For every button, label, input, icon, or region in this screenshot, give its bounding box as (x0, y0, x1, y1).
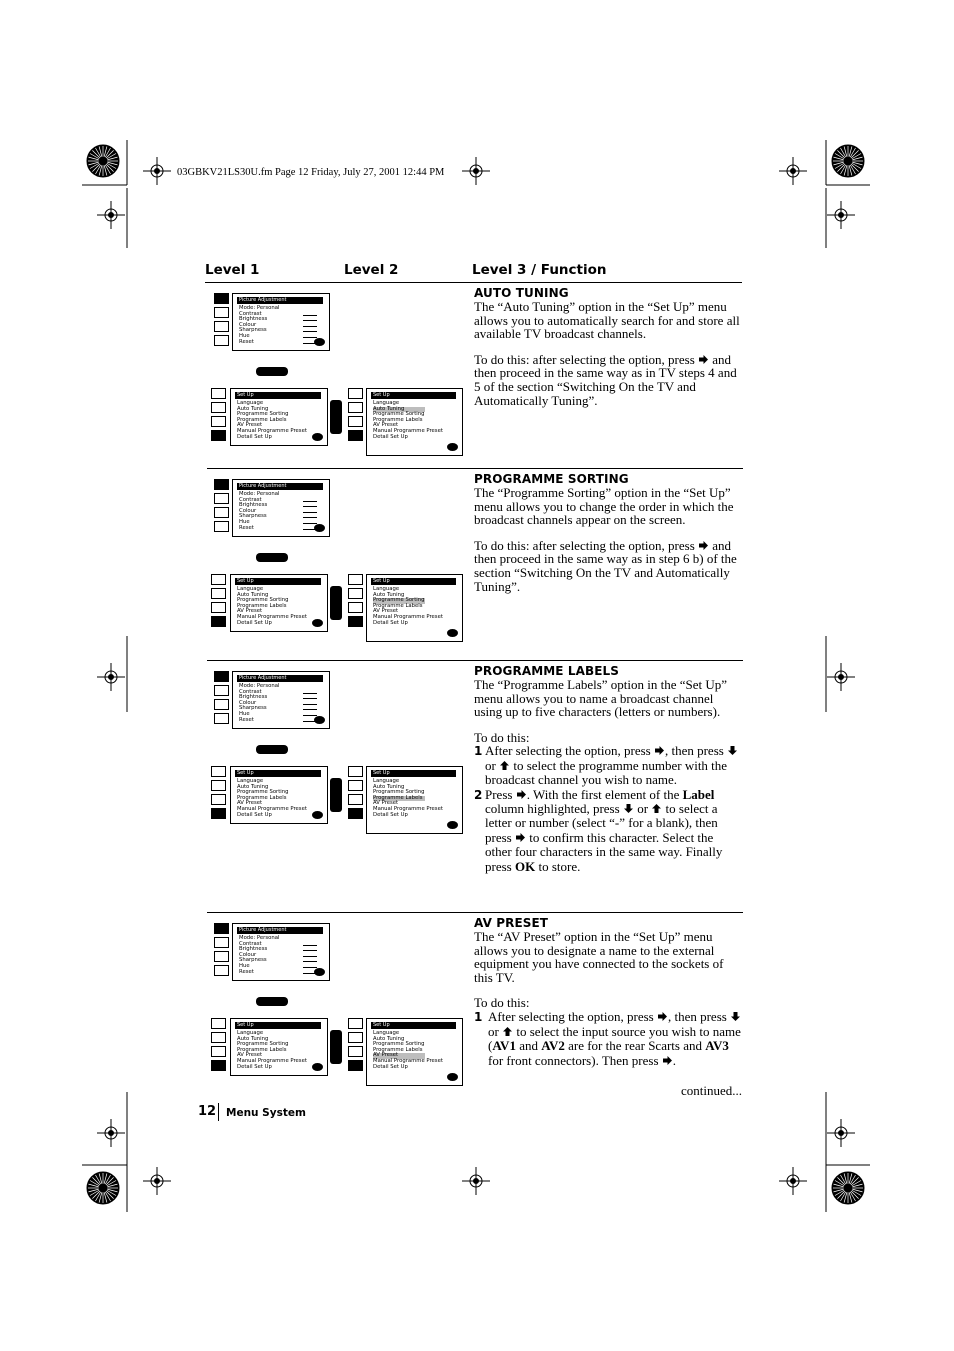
setup-icon (211, 616, 226, 627)
picture-icon (214, 671, 229, 682)
section-programme-labels (474, 664, 742, 874)
text: Press (485, 786, 513, 802)
menu-item: Mode: Personal (239, 305, 280, 311)
setup-icon (348, 430, 363, 441)
menu-title: Set Up (371, 578, 456, 585)
menu-item: Manual Programme Preset (237, 428, 307, 434)
step-list (474, 744, 742, 874)
menu-item: Sharpness (239, 957, 267, 964)
right-arrow-icon (516, 789, 527, 800)
right-arrow-key-icon (330, 586, 342, 620)
sound-icon (348, 402, 363, 413)
section-title: AV PRESET (474, 916, 549, 930)
menu-item: AV Preset (237, 608, 263, 615)
setup-icon (214, 335, 229, 346)
level-bar (303, 715, 317, 716)
menu-item: Programme Labels (237, 1046, 287, 1053)
timer-icon (214, 321, 229, 332)
page-number: 12 (198, 1104, 217, 1119)
down-arrow-key-icon (256, 997, 288, 1006)
menu-item: Detail Set Up (237, 619, 272, 626)
timer-icon (211, 416, 226, 427)
menu-item: Colour (239, 951, 257, 958)
sound-icon (214, 307, 229, 318)
sound-icon (211, 588, 226, 599)
text: and then proceed in the same way as in step 6 b) of the section “Switching On the TV and Automatically Tuning”. (474, 537, 737, 594)
text: After selecting the option, press (488, 1008, 654, 1024)
right-arrow-icon (657, 1011, 668, 1022)
menu-item: Contrast (239, 940, 262, 947)
menu-item: Sharpness (239, 327, 267, 334)
setup-icon (348, 616, 363, 627)
menu-item: Language (373, 1030, 400, 1036)
menu-item: Sharpness (239, 513, 267, 520)
setup-icon (214, 713, 229, 724)
menu-item: Programme Labels (237, 416, 287, 423)
menu-item: Auto Tuning (237, 591, 269, 598)
level-bar (303, 945, 317, 946)
setup-icon (211, 1060, 226, 1071)
section-body (474, 678, 742, 874)
setup-icon (211, 808, 226, 819)
timer-icon (211, 1046, 226, 1057)
text: or (488, 1023, 499, 1039)
menu-title: Picture Adjustment (237, 483, 323, 490)
menu-item: Programme Sorting (237, 789, 289, 796)
menu-item: Hue (239, 333, 250, 339)
section-rule (207, 912, 743, 913)
ok-button-icon (314, 524, 325, 532)
menu-item: Auto Tuning (237, 405, 269, 412)
picture-icon (348, 388, 363, 399)
menu-item: Sharpness (239, 705, 267, 712)
section-body (474, 300, 742, 407)
section-rule (207, 660, 743, 661)
menu-item: Manual Programme Preset (237, 614, 307, 620)
timer-icon (348, 416, 363, 427)
menu-title: Set Up (371, 1022, 456, 1029)
ok-button-icon (312, 811, 323, 819)
menu-item: Programme Labels (373, 602, 423, 609)
menu-item: Brightness (239, 316, 268, 323)
label-keyword: Label (682, 786, 715, 802)
menu-item: Manual Programme Preset (373, 614, 443, 620)
paragraph: The “Auto Tuning” option in the “Set Up” menu allows you to automatically search for and store all available TV broadcast channels. (474, 299, 740, 342)
menu-item: Detail Set Up (237, 1063, 272, 1070)
av2-keyword: AV2 (541, 1038, 565, 1054)
level-bar (303, 698, 317, 699)
menu-item: Programme Labels (373, 416, 423, 423)
sound-icon (348, 588, 363, 599)
menu-item: Auto Tuning (237, 783, 269, 790)
menu-item: Reset (239, 968, 254, 975)
menu-item: Language (237, 586, 264, 592)
right-arrow-icon (698, 354, 709, 365)
right-arrow-icon (515, 832, 526, 843)
level-bar (303, 326, 317, 327)
level-bar (303, 506, 317, 507)
menu-item: Programme Sorting (373, 597, 425, 604)
av1-keyword: AV1 (492, 1038, 516, 1054)
ok-keyword: OK (514, 858, 536, 874)
text: or (637, 801, 649, 816)
section-programme-sorting (474, 472, 742, 593)
paragraph: To do this: (474, 729, 530, 745)
level-bar (303, 709, 317, 710)
menu-item: Manual Programme Preset (373, 1058, 443, 1064)
menu-item: Programme Labels (237, 602, 287, 609)
text: and then proceed in the same way as in TV steps 4 and 5 of the section “Switching On the TV and Automatically Tuning”. (474, 351, 737, 408)
menu-title: Picture Adjustment (237, 297, 323, 304)
text: After selecting the option, press (485, 743, 651, 759)
timer-icon (348, 602, 363, 613)
section-body (474, 486, 742, 593)
section-title: AUTO TUNING (474, 286, 569, 300)
sound-icon (214, 493, 229, 504)
text: column highlighted, press (485, 801, 620, 816)
menu-item: Reset (239, 338, 254, 345)
level-bar (303, 331, 317, 332)
menu-item: Programme Labels (373, 1046, 423, 1053)
step (474, 788, 742, 874)
setup-icon (214, 521, 229, 532)
step-list (474, 1010, 742, 1068)
picture-icon (211, 574, 226, 585)
level-bar (303, 967, 317, 968)
menu-item: AV Preset (237, 1052, 263, 1059)
menu-item: Language (237, 400, 264, 406)
level-bar (303, 501, 317, 502)
menu-item: Hue (239, 519, 250, 525)
menu-item: Detail Set Up (373, 433, 408, 440)
menu-title: Picture Adjustment (237, 927, 323, 934)
text: to select the input source you wish to name ( (488, 1023, 741, 1054)
step-number: 2 (474, 787, 483, 802)
text: to select a letter or number (select “-” for a blank), then press (485, 801, 718, 845)
picture-icon (348, 574, 363, 585)
menu-item: Colour (239, 321, 257, 328)
ok-button-icon (447, 821, 458, 829)
text: are for the rear Scarts and (568, 1038, 702, 1054)
menu-item: Brightness (239, 946, 268, 953)
menu-item: Language (373, 778, 400, 784)
menu-item: Mode: Personal (239, 491, 280, 497)
section-body (474, 930, 742, 1068)
menu-item: AV Preset (373, 422, 399, 429)
text: . With the first element of the (526, 786, 680, 802)
right-arrow-key-icon (330, 1030, 342, 1064)
menu-item: Auto Tuning (373, 1035, 405, 1042)
menu-item: Brightness (239, 502, 268, 509)
menu-item: AV Preset (373, 608, 399, 615)
down-arrow-key-icon (256, 367, 288, 376)
ok-button-icon (312, 1063, 323, 1071)
timer-icon (348, 794, 363, 805)
menu-item: Hue (239, 963, 250, 969)
level-bar (303, 956, 317, 957)
menu-item: Reset (239, 716, 254, 723)
menu-item: AV Preset (373, 1053, 425, 1059)
menu-title: Set Up (371, 392, 456, 399)
footer-section-name: Menu System (226, 1107, 306, 1119)
section-rule (207, 468, 743, 469)
step (474, 744, 742, 787)
level-bar (303, 950, 317, 951)
picture-icon (214, 479, 229, 490)
level2-heading: Level 2 (344, 262, 399, 278)
menu-item: Programme Sorting (373, 411, 425, 418)
menu-item: Manual Programme Preset (373, 428, 443, 434)
level1-heading: Level 1 (205, 262, 260, 278)
text: , then press (667, 1008, 727, 1024)
menu-item: Mode: Personal (239, 935, 280, 941)
menu-item: AV Preset (237, 422, 263, 429)
ok-button-icon (314, 716, 325, 724)
text: To do this: after selecting the option, press (474, 351, 695, 367)
menu-item: Detail Set Up (237, 433, 272, 440)
right-arrow-icon (698, 540, 709, 551)
text: to store. (538, 858, 581, 874)
menu-item: Programme Labels (237, 794, 287, 801)
menu-item: AV Preset (373, 800, 399, 807)
sound-icon (348, 780, 363, 791)
timer-icon (214, 951, 229, 962)
menu-item: Contrast (239, 310, 262, 317)
down-arrow-key-icon (256, 553, 288, 562)
menu-item: Detail Set Up (373, 811, 408, 818)
menu-item: Detail Set Up (373, 1063, 408, 1070)
setup-icon (211, 430, 226, 441)
menu-item: Mode: Personal (239, 683, 280, 689)
text: to confirm this character. Select the other four characters in the same way. Finally press (485, 829, 723, 874)
paragraph (474, 539, 742, 593)
menu-item: Programme Sorting (237, 411, 289, 418)
timer-icon (348, 1046, 363, 1057)
step-number: 1 (474, 1009, 483, 1024)
menu-item: Auto Tuning (373, 783, 405, 790)
menu-item: Auto Tuning (237, 1035, 269, 1042)
down-arrow-icon (623, 803, 634, 814)
down-arrow-key-icon (256, 745, 288, 754)
menu-item: AV Preset (237, 800, 263, 807)
menu-item: Colour (239, 507, 257, 514)
menu-item: Language (373, 400, 400, 406)
menu-item: Colour (239, 699, 257, 706)
menu-title: Set Up (371, 770, 456, 777)
step (474, 1010, 742, 1068)
timer-icon (214, 699, 229, 710)
picture-icon (348, 766, 363, 777)
up-arrow-icon (502, 1026, 513, 1037)
sound-icon (211, 1032, 226, 1043)
level-bar (303, 320, 317, 321)
paragraph: The “Programme Labels” option in the “Set Up” menu allows you to name a broadcast channel using up to five characters (letters or numbers). (474, 677, 728, 720)
menu-item: Contrast (239, 496, 262, 503)
menu-item: Detail Set Up (237, 811, 272, 818)
paragraph: To do this: (474, 995, 530, 1011)
menu-item: Hue (239, 711, 250, 717)
right-arrow-key-icon (330, 400, 342, 434)
menu-title: Set Up (235, 770, 321, 777)
text: and (519, 1038, 538, 1054)
continued-note: continued... (681, 1083, 743, 1098)
menu-item: Brightness (239, 694, 268, 701)
up-arrow-icon (651, 803, 662, 814)
menu-item: Language (373, 586, 400, 592)
paragraph: The “AV Preset” option in the “Set Up” menu allows you to designate a name to the external equipment you have connected to the sockets of this TV. (474, 929, 724, 985)
setup-icon (214, 965, 229, 976)
menu-item: Auto Tuning (373, 591, 405, 598)
step-number: 1 (474, 744, 483, 759)
timer-icon (214, 507, 229, 518)
menu-item: Contrast (239, 688, 262, 695)
setup-icon (348, 808, 363, 819)
paragraph (474, 353, 742, 407)
ok-button-icon (312, 619, 323, 627)
down-arrow-icon (727, 745, 738, 756)
picture-icon (348, 1018, 363, 1029)
level-bar (303, 523, 317, 524)
picture-icon (211, 766, 226, 777)
section-title: PROGRAMME SORTING (474, 472, 629, 486)
menu-item: Auto Tuning (373, 407, 425, 413)
down-arrow-icon (730, 1011, 741, 1022)
menu-item: Reset (239, 524, 254, 531)
menu-title: Set Up (235, 392, 321, 399)
timer-icon (211, 602, 226, 613)
ok-button-icon (312, 433, 323, 441)
section-av-preset (474, 916, 742, 1068)
file-header: 03GBKV21LS30U.fm Page 12 Friday, July 27, 2001 12:44 PM (177, 167, 445, 178)
sound-icon (348, 1032, 363, 1043)
ok-button-icon (314, 338, 325, 346)
level-bar (303, 315, 317, 316)
menu-item: Programme Sorting (373, 789, 425, 796)
ok-button-icon (447, 629, 458, 637)
right-arrow-icon (654, 745, 665, 756)
sound-icon (211, 402, 226, 413)
level-bar (303, 961, 317, 962)
sound-icon (214, 937, 229, 948)
footer-divider (218, 1103, 219, 1121)
sound-icon (214, 685, 229, 696)
picture-icon (214, 293, 229, 304)
menu-title: Set Up (235, 578, 321, 585)
text: . (672, 1052, 677, 1068)
section-auto-tuning (474, 286, 742, 407)
level-bar (303, 512, 317, 513)
menu-item: Programme Labels (373, 796, 425, 802)
level3-heading: Level 3 / Function (472, 262, 607, 278)
right-arrow-icon (662, 1055, 673, 1066)
text: To do this: after selecting the option, press (474, 537, 695, 553)
picture-icon (211, 388, 226, 399)
menu-item: Manual Programme Preset (237, 1058, 307, 1064)
av3-keyword: AV3 (705, 1038, 729, 1054)
level-bar (303, 693, 317, 694)
right-arrow-key-icon (330, 778, 342, 812)
menu-item: Detail Set Up (373, 619, 408, 626)
timer-icon (211, 794, 226, 805)
text: to select the programme number with the broadcast channel you wish to name. (485, 757, 728, 788)
picture-icon (214, 923, 229, 934)
section-title: PROGRAMME LABELS (474, 664, 620, 678)
ok-button-icon (447, 1073, 458, 1081)
menu-title: Picture Adjustment (237, 675, 323, 682)
picture-icon (211, 1018, 226, 1029)
paragraph: The “Programme Sorting” option in the “Set Up” menu allows you to change the order in which the broadcast channels appear on the screen. (474, 485, 734, 528)
menu-item: Programme Sorting (373, 1041, 425, 1048)
menu-title: Set Up (235, 1022, 321, 1029)
menu-item: Language (237, 1030, 264, 1036)
ok-button-icon (447, 443, 458, 451)
menu-item: Manual Programme Preset (373, 806, 443, 812)
setup-icon (348, 1060, 363, 1071)
level-bar (303, 704, 317, 705)
level-bar (303, 337, 317, 338)
menu-item: Programme Sorting (237, 1041, 289, 1048)
menu-item: Programme Sorting (237, 597, 289, 604)
up-arrow-icon (499, 760, 510, 771)
sound-icon (211, 780, 226, 791)
menu-item: Language (237, 778, 264, 784)
ok-button-icon (314, 968, 325, 976)
menu-item: Manual Programme Preset (237, 806, 307, 812)
text: , then press (664, 743, 724, 759)
text: or (485, 757, 496, 773)
text: for front connectors). Then press (488, 1052, 659, 1068)
header-rule (205, 282, 742, 283)
level-bar (303, 517, 317, 518)
